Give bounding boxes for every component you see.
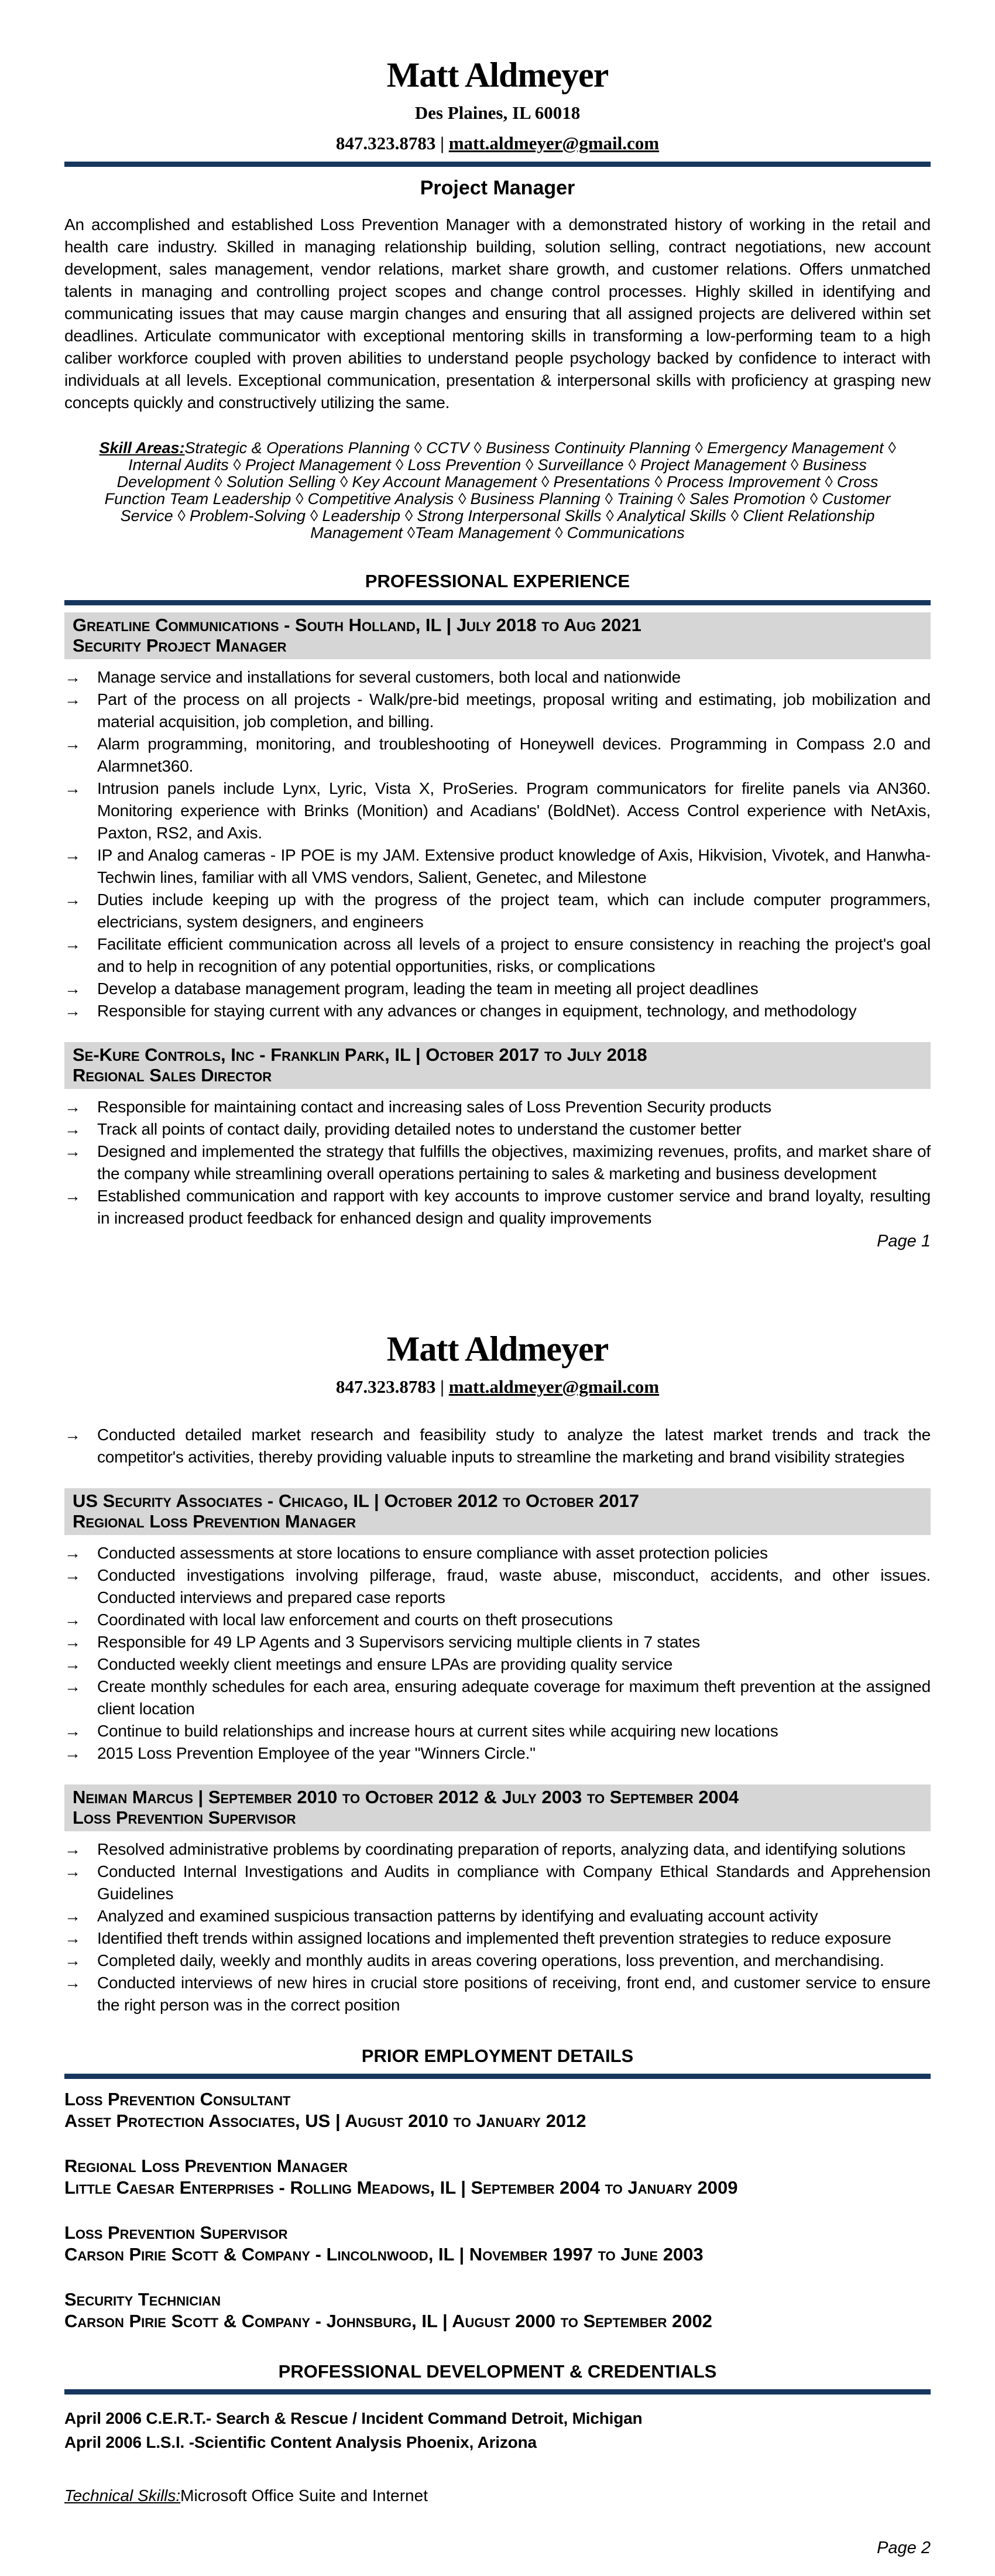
credentials-list <box>64 2406 931 2454</box>
bullet-text: Responsible for 49 LP Agents and 3 Supervisors servicing multiple clients in 7 states <box>97 1633 700 1651</box>
bullet-text: Create monthly schedules for each area, ensuring adequate coverage for maximum theft prevention at the assigned client location <box>97 1677 931 1718</box>
candidate-name: Matt Aldmeyer <box>386 1330 609 1368</box>
skill-areas <box>87 440 908 542</box>
bullet-item <box>64 1861 931 1905</box>
header-divider-rule <box>64 162 931 167</box>
bullet-item <box>64 1653 931 1676</box>
bullet-item <box>64 1564 931 1609</box>
bullet-text: Responsible for maintaining contact and increasing sales of Loss Prevention Security products <box>97 1098 771 1116</box>
bullet-text: Responsible for staying current with any advances or changes in equipment, technology, and methodology <box>97 1002 857 1020</box>
section-divider-rule <box>64 2389 931 2395</box>
bullet-text: Conducted investigations involving pilferage, fraud, waste abuse, misconduct, accidents, and other issues. Conducted interviews and prepared case reports <box>97 1566 931 1606</box>
job-bullet-list <box>64 666 931 1022</box>
bullet-text: Established communication and rapport with key accounts to improve customer service and brand loyalty, resulting in increased product feedback for enhanced design and quality improvements <box>97 1187 931 1227</box>
bullet-item <box>64 1185 931 1229</box>
prior-job-title: Security Technician <box>64 2289 221 2310</box>
bullet-item <box>64 1000 931 1022</box>
job-bullet-list <box>64 1838 931 2016</box>
bullet-item <box>64 688 931 733</box>
job-header-greatline <box>64 612 931 659</box>
section-divider-rule <box>64 2074 931 2079</box>
bullet-arrow-icon: → <box>64 1566 81 1584</box>
bullet-item <box>64 1905 931 1927</box>
bullet-item <box>64 1140 931 1185</box>
bullet-item <box>64 1676 931 1720</box>
bullet-text: Designed and implemented the strategy that fulfills the objectives, maximizing revenues, profits, and market share of the company while streamlining overall operations pertaining to sales & marketing and business development <box>97 1142 931 1183</box>
bullet-item <box>64 1742 931 1765</box>
prior-job-title: Loss Prevention Supervisor <box>64 2222 288 2243</box>
skill-areas-label: Skill Areas: <box>99 439 185 457</box>
bullet-arrow-icon: → <box>64 935 81 953</box>
bullet-text: 2015 Loss Prevention Employee of the year "Winners Circle." <box>97 1744 536 1762</box>
bullet-item <box>64 1118 931 1140</box>
email-link[interactable]: matt.aldmeyer@gmail.com <box>448 133 660 153</box>
contact-divider: | <box>435 133 449 153</box>
phone-number: 847.323.8783 <box>335 133 436 153</box>
bullet-item <box>64 1927 931 1950</box>
bullet-item <box>64 933 931 978</box>
job-header-sekure <box>64 1042 931 1089</box>
bullet-text: Duties include keeping up with the progress of the project team, which can include computer programmers, electricians, system designers, and engineers <box>97 890 931 931</box>
email-link[interactable]: matt.aldmeyer@gmail.com <box>448 1376 660 1397</box>
job-role-line: Loss Prevention Supervisor <box>73 1807 296 1828</box>
bullet-arrow-icon: → <box>64 1544 81 1562</box>
prior-job-company: Carson Pirie Scott & Company - Johnsburg, IL | August 2000 to September 2002 <box>64 2311 712 2331</box>
bullet-text: Coordinated with local law enforcement and courts on theft prosecutions <box>97 1611 613 1629</box>
bullet-item <box>64 889 931 933</box>
bullet-text: Develop a database management program, leading the team in meeting all project deadlines <box>97 979 759 998</box>
job-bullet-list <box>64 1096 931 1229</box>
section-heading-professional-development: PROFESSIONAL DEVELOPMENT & CREDENTIALS <box>278 2361 717 2382</box>
bullet-arrow-icon: → <box>64 668 81 686</box>
prior-job-title: Regional Loss Prevention Manager <box>64 2156 348 2176</box>
bullet-arrow-icon: → <box>64 1120 81 1138</box>
bullet-arrow-icon: → <box>64 1974 81 1992</box>
job-company-line: Neiman Marcus | September 2010 to October 2012 & July 2003 to September 2004 <box>73 1787 739 1807</box>
job-role-line: Regional Loss Prevention Manager <box>73 1511 356 1532</box>
job-role-line: Regional Sales Director <box>73 1065 272 1085</box>
bullet-arrow-icon: → <box>64 1907 81 1925</box>
bullet-item <box>64 1838 931 1861</box>
prior-job-title: Loss Prevention Consultant <box>64 2089 291 2109</box>
page-footer-label: Page 2 <box>877 2539 931 2557</box>
bullet-text: Track all points of contact daily, providing detailed notes to understand the customer better <box>97 1120 742 1138</box>
technical-skills-text: Microsoft Office Suite and Internet <box>180 2486 428 2505</box>
bullet-item <box>64 733 931 777</box>
bullet-arrow-icon: → <box>64 1187 81 1205</box>
bullet-arrow-icon: → <box>64 1002 81 1020</box>
job-bullet-list <box>64 1542 931 1765</box>
resume-job-title: Project Manager <box>420 177 575 199</box>
bullet-arrow-icon: → <box>64 1655 81 1673</box>
prior-job-company: Asset Protection Associates, US | August 2010 to January 2012 <box>64 2111 586 2131</box>
bullet-arrow-icon: → <box>64 1722 81 1740</box>
bullet-item <box>64 1542 931 1564</box>
job-header-us-security <box>64 1488 931 1535</box>
technical-skills-label: Technical Skills: <box>64 2486 181 2505</box>
summary-paragraph: An accomplished and established Loss Prevention Manager with a demonstrated history of working in the retail and health care industry. Skilled in managing relationship building, solution selling, contract negotiations, new account development, sales management, vendor relations, market share growth, and customer relations. Offers unmatched talents in managing and controlling project scopes and change control processes. Highly skilled in identifying and communicating issues that may cause margin changes and ensuring that all assigned projects are delivered within set deadlines. Articulate communicator with exceptional mentoring skills in transforming a low-performing team to a high caliber workforce coupled with proven abilities to understand people psychology backed by confidence to interact with individuals at all levels. Exceptional communication, presentation & interpersonal skills with proficiency at grasping new concepts quickly and constructively utilizing the same. <box>64 215 931 412</box>
bullet-arrow-icon: → <box>64 979 81 998</box>
bullet-text: Manage service and installations for several customers, both local and nationwide <box>97 668 681 686</box>
prior-job-entry <box>64 2222 931 2265</box>
bullet-text: Completed daily, weekly and monthly audits in areas covering operations, loss prevention, and merchandising. <box>97 1951 884 1969</box>
job-company-line: US Security Associates - Chicago, IL | October 2012 to October 2017 <box>73 1491 640 1511</box>
bullet-text: Conducted Internal Investigations and Audits in compliance with Company Ethical Standards and Apprehension Guidelines <box>97 1862 931 1903</box>
bullet-text: Part of the process on all projects - Walk/pre-bid meetings, proposal writing and estimating, job mobilization and material acquisition, job completion, and billing. <box>97 690 931 731</box>
bullet-item <box>64 978 931 1000</box>
prior-employment-list <box>64 2088 931 2332</box>
technical-skills <box>64 2485 931 2507</box>
bullet-text: Analyzed and examined suspicious transaction patterns by identifying and evaluating account activity <box>97 1907 818 1925</box>
prior-job-entry <box>64 2088 931 2132</box>
bullet-item <box>64 844 931 889</box>
job-company-line: Se-Kure Controls, Inc - Franklin Park, IL | October 2017 to July 2018 <box>73 1044 647 1065</box>
bullet-item <box>64 1950 931 1972</box>
bullet-arrow-icon: → <box>64 890 81 909</box>
bullet-arrow-icon: → <box>64 846 81 864</box>
section-heading-professional-experience: PROFESSIONAL EXPERIENCE <box>365 571 630 591</box>
candidate-name: Matt Aldmeyer <box>386 56 609 94</box>
job-company-line: Greatline Communications - South Holland, IL | July 2018 to Aug 2021 <box>73 615 641 635</box>
bullet-text: Continue to build relationships and increase hours at current sites while acquiring new locations <box>97 1722 778 1740</box>
bullet-text: Conducted weekly client meetings and ensure LPAs are providing quality service <box>97 1655 673 1673</box>
bullet-arrow-icon: → <box>64 1611 81 1629</box>
bullet-item <box>64 1631 931 1653</box>
skill-areas-text: Strategic & Operations Planning ◊ CCTV ◊ Business Continuity Planning ◊ Emergency Management ◊ Internal Audits ◊ Project Management ◊ Loss Prevention ◊ Surveillance ◊ Project Management ◊ Business Development ◊ Solution Selling ◊ Key Account Management ◊ Presentations ◊ Process Improvement ◊ Cross Function Team Leadership ◊ Competitive Analysis ◊ Business Planning ◊ Training ◊ Sales Promotion ◊ Customer Service ◊ Problem-Solving ◊ Leadership ◊ Strong Interpersonal Skills ◊ Analytical Skills ◊ Client Relationship Management ◊Team Management ◊ Communications <box>104 439 896 542</box>
bullet-arrow-icon: → <box>64 690 81 708</box>
bullet-arrow-icon: → <box>64 1426 81 1444</box>
phone-number: 847.323.8783 <box>335 1376 436 1397</box>
prior-job-company: Little Caesar Enterprises - Rolling Meadows, IL | September 2004 to January 2009 <box>64 2177 738 2198</box>
section-divider-rule <box>64 600 931 605</box>
prior-job-entry <box>64 2155 931 2198</box>
bullet-text: Conducted interviews of new hires in crucial store positions of receiving, front end, and customer service to ensure the right person was in the correct position <box>97 1974 931 2014</box>
bullet-item <box>64 1720 931 1742</box>
job-header-neiman-marcus <box>64 1784 931 1831</box>
bullet-text: Intrusion panels include Lynx, Lyric, Vista X, ProSeries. Program communicators for firelite panels via AN360. Monitoring experience with Brinks (Monition) and Acadians' (BoldNet). Access Control experience with NetAxis, Paxton, RS2, and Axis. <box>97 779 931 842</box>
bullet-arrow-icon: → <box>64 1862 81 1880</box>
bullet-arrow-icon: → <box>64 735 81 753</box>
contact-line <box>64 1376 931 1398</box>
credential-line: April 2006 L.S.I. -Scientific Content Analysis Phoenix, Arizona <box>64 2433 537 2451</box>
bullet-item <box>64 1096 931 1118</box>
prior-job-entry <box>64 2289 931 2332</box>
page-footer-label: Page 1 <box>877 1232 931 1251</box>
bullet-item <box>64 666 931 688</box>
bullet-arrow-icon: → <box>64 1929 81 1947</box>
contact-line <box>64 132 931 155</box>
bullet-arrow-icon: → <box>64 1142 81 1160</box>
bullet-arrow-icon: → <box>64 1951 81 1969</box>
credential-line: April 2006 C.E.R.T.- Search & Rescue / Incident Command Detroit, Michigan <box>64 2409 643 2427</box>
bullet-text: Conducted detailed market research and feasibility study to analyze the latest market trends and track the competitor's activities, thereby providing valuable inputs to streamline the marketing and brand visibility strategies <box>97 1426 931 1466</box>
resume-page-2 <box>0 1288 995 2576</box>
bullet-item <box>64 777 931 844</box>
prior-job-company: Carson Pirie Scott & Company - Lincolnwood, IL | November 1997 to June 2003 <box>64 2244 704 2265</box>
section-heading-prior-employment: PRIOR EMPLOYMENT DETAILS <box>361 2046 634 2066</box>
bullet-arrow-icon: → <box>64 1744 81 1762</box>
bullet-text: Alarm programming, monitoring, and troubleshooting of Honeywell devices. Programming in Compass 2.0 and Alarmnet360. <box>97 735 931 775</box>
bullet-arrow-icon: → <box>64 1633 81 1651</box>
bullet-text: Conducted assessments at store locations to ensure compliance with asset protection policies <box>97 1544 768 1562</box>
bullet-item <box>64 1609 931 1631</box>
contact-divider: | <box>435 1376 449 1397</box>
carryover-bullet-list <box>64 1424 931 1468</box>
bullet-arrow-icon: → <box>64 1840 81 1858</box>
candidate-address: Des Plaines, IL 60018 <box>414 102 581 123</box>
bullet-text: Resolved administrative problems by coordinating preparation of reports, analyzing data, and identifying solutions <box>97 1840 906 1858</box>
bullet-arrow-icon: → <box>64 779 81 797</box>
bullet-item <box>64 1424 931 1468</box>
bullet-text: Facilitate efficient communication across all levels of a project to ensure consistency in reaching the project's goal and to help in recognition of any potential opportunities, risks, or complications <box>97 935 931 975</box>
bullet-text: Identified theft trends within assigned locations and implemented theft prevention strategies to reduce exposure <box>97 1929 891 1947</box>
bullet-item <box>64 1972 931 2016</box>
job-role-line: Security Project Manager <box>73 635 287 656</box>
bullet-arrow-icon: → <box>64 1098 81 1116</box>
bullet-arrow-icon: → <box>64 1677 81 1695</box>
bullet-text: IP and Analog cameras - IP POE is my JAM. Extensive product knowledge of Axis, Hikvision, Vivotek, and Hanwha-Techwin lines, familiar with all VMS vendors, Salient, Genetec, and Milestone <box>97 846 931 886</box>
